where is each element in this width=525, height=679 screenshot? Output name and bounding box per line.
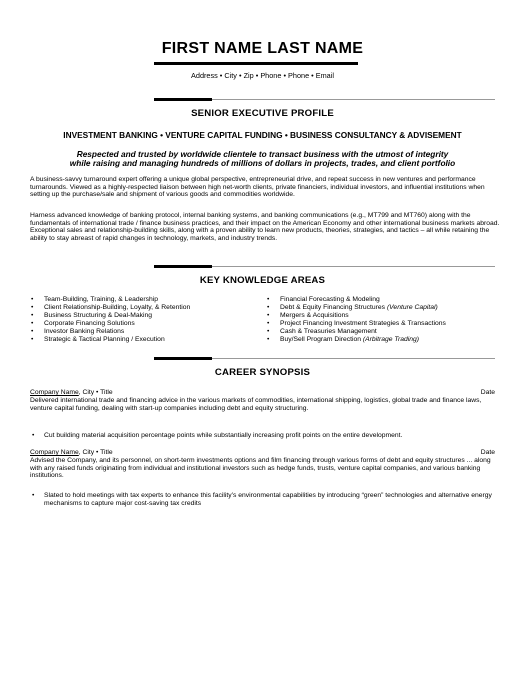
list-item: • Financial Forecasting & Modeling <box>266 296 446 304</box>
name-underline <box>154 62 358 65</box>
bullet-dot: • <box>32 432 35 439</box>
contact-line: Address • City • Zip • Phone • Phone • Email <box>191 71 334 80</box>
list-item: • Team-Building, Training, & Leadership <box>30 296 190 304</box>
bullet-text: Cut building material acquisition percentage points while substantially increasing profit points on the entire development. <box>44 432 403 439</box>
knowledge-list-left <box>30 296 190 343</box>
job-description: Advised the Company, and its personnel, on short-term investments options and film financing through various forms of debt and equity structures ... along with any raised funds originating from individual and institutional investors such as hedge funds, trusts, venture capital companies, and various banking institutions. <box>30 457 491 480</box>
job-bullet <box>30 432 500 440</box>
list-item: • Investor Banking Relations <box>30 328 190 336</box>
list-item: • Mergers & Acquisitions <box>266 312 446 320</box>
list-item: • Corporate Financing Solutions <box>30 320 190 328</box>
job-description: Delivered international trade and financing advice in the various markets of commodities, international shipping, logistics, global trade and finance laws, venture capital funding, dealing with start-up companies including debt and equity structuring. <box>30 397 482 412</box>
company-name: Company Name <box>30 389 79 396</box>
job-date: Date <box>480 389 495 396</box>
job-city-title: , City • Title <box>78 389 113 396</box>
profile-title: SENIOR EXECUTIVE PROFILE <box>191 108 334 119</box>
profile-paragraph-1: A business-savvy turnaround expert offering a unique global perspective, entrepreneurial drive, and repeat success in new ventures and performance turnarounds. Viewed as a highly-respected liaison between high net-worth clients, private financiers, individual investors, and influential institutions when setting up the purchase/sale and shipment of various goods and commodities worldwide. <box>30 176 485 199</box>
knowledge-title: KEY KNOWLEDGE AREAS <box>199 275 326 286</box>
job-date: Date <box>480 449 495 456</box>
company-name: Company Name <box>30 449 79 456</box>
career-divider <box>154 358 495 359</box>
list-item: • Strategic & Tactical Planning / Execution <box>30 336 190 344</box>
tagline-line-1: Respected and trusted by worldwide clientele to transact business with the utmost of integrity <box>76 149 449 159</box>
profile-divider <box>154 99 495 100</box>
tagline-line-2: while raising and managing hundreds of millions of dollars in projects, trades, and client portfolio <box>69 158 456 168</box>
list-item: • Buy/Sell Program Direction (Arbitrage Trading) <box>266 336 446 344</box>
job-header <box>30 449 495 457</box>
list-item: • Project Financing Investment Strategies & Transactions <box>266 320 446 328</box>
bullet-dot: • <box>32 492 35 499</box>
job-bullet <box>30 492 500 507</box>
profile-paragraph-2: Harness advanced knowledge of banking protocol, internal banking systems, and banking communications (e.g., MT799 and MT760) along with the fundamentals of international trade / finance business practices, and their impact on the American Economy and other international business markets abroad. Exceptional sales and relationship-building skills, along with a proven ability to learn new products, theories, strategies, and tactics – all while retaining the ability to stay abreast of rapid changes in technology, markets, and industry trends. <box>30 212 500 242</box>
career-title: CAREER SYNOPSIS <box>214 367 311 378</box>
list-item: • Business Structuring & Deal-Making <box>30 312 190 320</box>
profile-subhead: INVESTMENT BANKING • VENTURE CAPITAL FUNDING • BUSINESS CONSULTANCY & ADVISEMENT <box>63 130 462 140</box>
profile-tagline <box>0 150 525 168</box>
list-item: • Client Relationship-Building, Loyalty, & Retention <box>30 304 190 312</box>
candidate-name: FIRST NAME LAST NAME <box>161 40 364 57</box>
job-city-title: , City • Title <box>78 449 113 456</box>
list-item: • Debt & Equity Financing Structures (Venture Capital) <box>266 304 446 312</box>
bullet-text: Slated to hold meetings with tax experts to enhance this facility’s environmental capabilities by introducing “green” technologies and alternative energy mechanisms to capture major cost-saving tax credits <box>44 492 492 507</box>
knowledge-divider <box>154 266 495 267</box>
knowledge-list-right <box>266 296 446 343</box>
list-item: • Cash & Treasuries Management <box>266 328 446 336</box>
job-header <box>30 389 495 397</box>
